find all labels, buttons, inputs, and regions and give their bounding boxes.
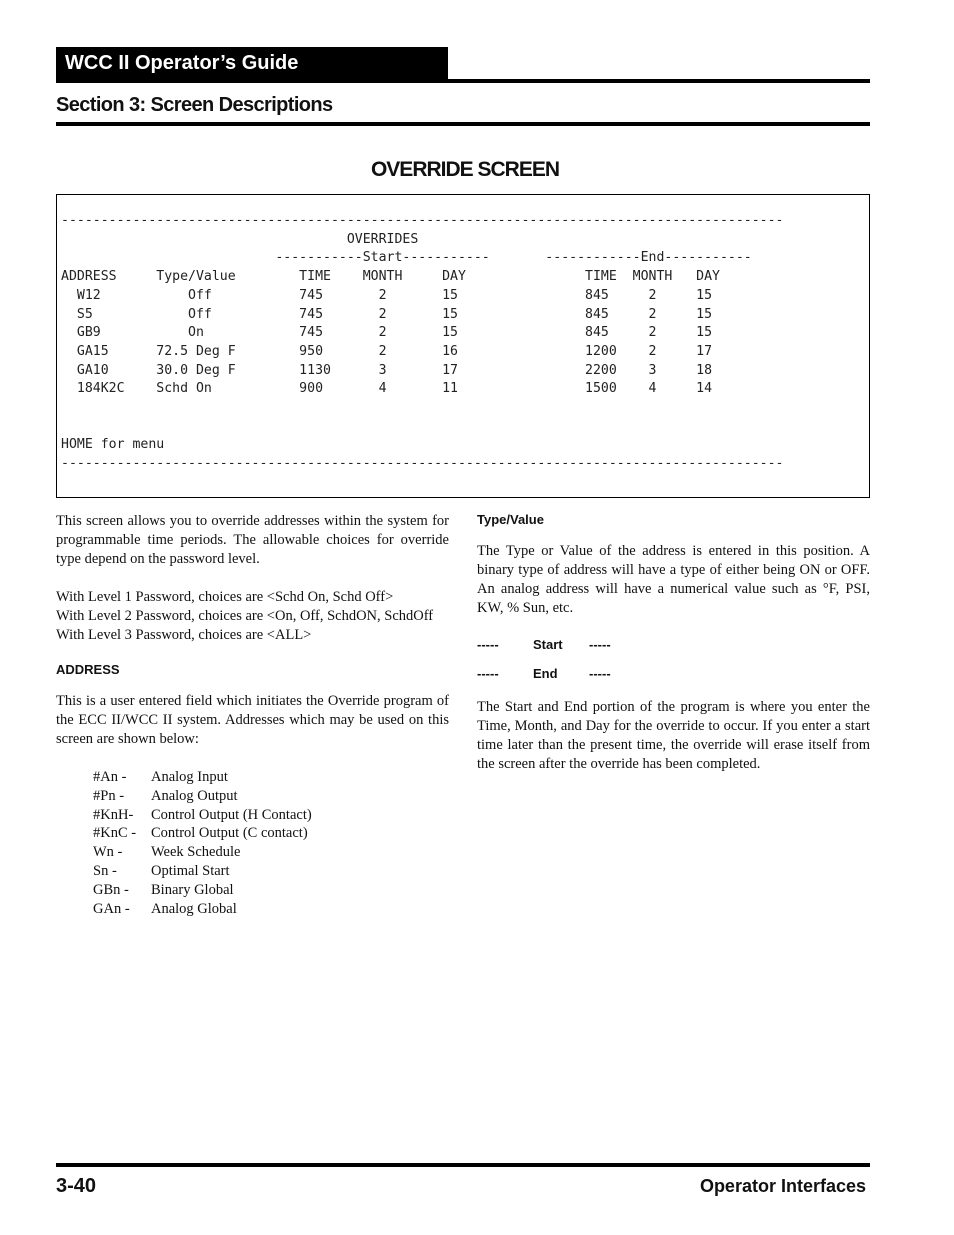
address-code: GAn - — [93, 900, 130, 917]
terminal-line: W12 Off 745 2 15 845 2 15 — [61, 287, 713, 303]
terminal-line: OVERRIDES — [61, 231, 419, 247]
address-paragraph: This is a user entered field which initiates the Override program of the ECC II/WCC II system. Addresses which may be used on this screen are shown below: — [56, 693, 449, 747]
terminal-line: ------------------------------------------------------------------------------------------- — [61, 213, 784, 228]
start-end-paragraph: The Start and End portion of the program is where you enter the Time, Month, and Day for the override to occur. If you enter a start time later than the present time, the override will erase itself from the screen after the override has been completed. — [477, 699, 870, 772]
password-level-1: With Level 1 Password, choices are <Schd On, Schd Off> — [56, 589, 394, 605]
terminal-line: GA10 30.0 Deg F 1130 3 17 2200 3 18 — [61, 362, 713, 378]
address-label: Binary Global — [151, 881, 234, 898]
list-item — [93, 843, 449, 862]
address-label: Control Output (H Contact) — [151, 806, 312, 823]
terminal-line: ADDRESS Type/Value TIME MONTH DAY TIME MONTH DAY — [61, 269, 720, 285]
header-rule-top — [56, 79, 870, 83]
right-column — [477, 512, 870, 774]
list-item — [93, 787, 449, 806]
intro-paragraph: This screen allows you to override addresses within the system for programmable time periods. The allowable choices for override type depend on the password level. — [56, 513, 449, 567]
end-dashes-left: ----- — [477, 666, 499, 681]
address-code: #An - — [93, 769, 127, 785]
password-level-3: With Level 3 Password, choices are <ALL> — [56, 627, 312, 643]
address-label: Week Schedule — [151, 844, 241, 861]
start-label: Start — [533, 637, 563, 652]
header-rule-bottom — [56, 122, 870, 126]
footer-rule — [56, 1163, 870, 1167]
address-code: GBn - — [93, 881, 129, 898]
address-label: Optimal Start — [151, 862, 230, 879]
guide-title-bar: WCC II Operator’s Guide — [56, 47, 448, 81]
password-level-2: With Level 2 Password, choices are <On, Off, SchdON, SchdOff — [56, 608, 434, 624]
start-dashes-left: ----- — [477, 637, 499, 652]
list-item — [93, 862, 449, 881]
list-item — [93, 824, 449, 843]
list-item — [93, 768, 449, 787]
screen-title: OVERRIDE SCREEN — [370, 158, 560, 181]
start-dashes-right: ----- — [589, 637, 611, 652]
type-value-paragraph: The Type or Value of the address is entered in this position. A binary type of address will have a type of either being ON or OFF. An analog address will have a numerical value such as °F, PSI, KW, % Sun, etc. — [477, 543, 870, 616]
list-item — [93, 881, 449, 900]
terminal-line: ------------------------------------------------------------------------------------------- — [61, 456, 784, 472]
terminal-line: HOME for menu — [61, 437, 165, 453]
terminal-screen — [56, 194, 870, 498]
address-code: #Pn - — [93, 787, 125, 804]
end-marker — [477, 666, 870, 682]
left-column — [56, 512, 449, 918]
address-code: Wn - — [93, 844, 123, 861]
terminal-line: 184K2C Schd On 900 4 11 1500 4 14 — [61, 381, 713, 397]
list-item — [93, 900, 449, 919]
end-label: End — [533, 666, 558, 681]
address-label: Control Output (C contact) — [151, 825, 308, 842]
address-code: Sn - — [93, 862, 117, 879]
address-code: #KnH- — [93, 806, 134, 823]
end-dashes-right: ----- — [589, 666, 611, 681]
terminal-line: S5 Off 745 2 15 845 2 15 — [61, 306, 713, 322]
footer-section-name: Operator Interfaces — [699, 1176, 866, 1196]
address-label: Analog Global — [151, 900, 237, 917]
address-heading: ADDRESS — [56, 662, 120, 677]
terminal-line: -----------Start----------- ------------End----------- — [61, 250, 752, 266]
terminal-line: GB9 On 745 2 15 845 2 15 — [61, 325, 713, 341]
start-marker — [477, 637, 870, 653]
terminal-text — [61, 212, 784, 474]
type-value-heading: Type/Value — [477, 512, 544, 527]
address-label: Analog Output — [151, 787, 238, 804]
page-number: 3-40 — [56, 1175, 97, 1197]
address-type-list — [93, 768, 449, 918]
address-code: #KnC - — [93, 825, 137, 842]
terminal-line: GA15 72.5 Deg F 950 2 16 1200 2 17 — [61, 343, 713, 359]
address-label: Analog Input — [151, 769, 228, 785]
section-title: Section 3: Screen Descriptions — [56, 94, 333, 116]
list-item — [93, 806, 449, 825]
